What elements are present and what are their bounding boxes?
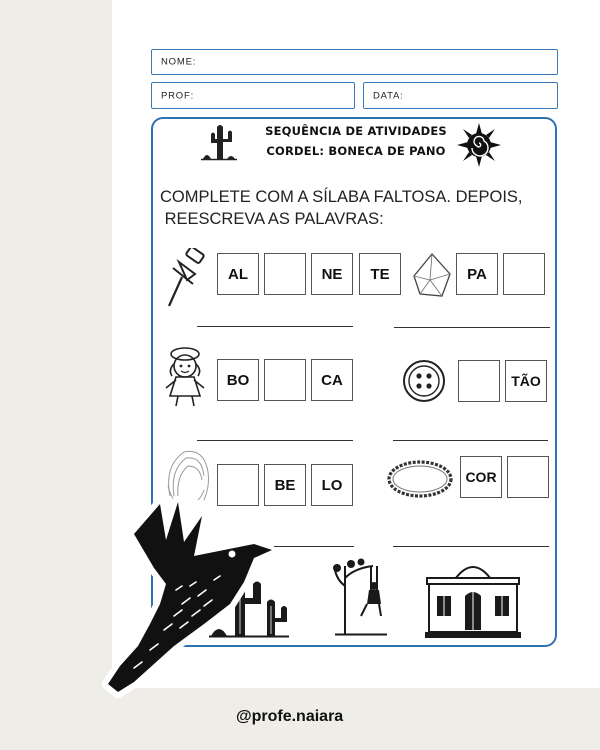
answer-line[interactable] [197,440,353,441]
instruction-line-1: COMPLETE COM A SÍLABA FALTOSA. DEPOIS, [160,188,523,206]
answer-line[interactable] [197,326,353,327]
syllable-blank-box[interactable] [264,359,306,401]
syllable-box: PA [456,253,498,295]
title-line-2: CORDEL: BONECA DE PANO [266,144,446,158]
girl-on-swing-illustration [331,556,391,636]
syllable-blank-box[interactable] [503,253,545,295]
syllable-blank-box[interactable] [264,253,306,295]
rope-icon [386,458,454,500]
syllable-box: CA [311,359,353,401]
syllable-box: COR [460,456,502,498]
answer-line[interactable] [394,327,550,328]
cactus-icon [201,121,237,161]
title-line-1: SEQUÊNCIA DE ATIVIDADES [265,124,447,138]
syllable-box: BO [217,359,259,401]
syllable-box: NE [311,253,353,295]
teacher-field[interactable] [151,82,355,109]
answer-line[interactable] [393,440,548,441]
author-handle: @profe.naiara [236,708,344,725]
bird-illustration [94,486,274,698]
name-label: NOME: [161,56,197,68]
syllable-box: TÃO [505,360,547,402]
date-label: DATA: [373,90,404,101]
answer-line[interactable] [393,546,549,547]
instruction-text [160,186,540,230]
handkerchief-icon [408,250,454,300]
syllable-blank-box[interactable] [507,456,549,498]
pushpin-icon [165,248,210,310]
syllable-box: BE [264,464,306,506]
answer-line[interactable] [274,546,354,547]
name-field[interactable] [151,49,558,75]
syllable-box: LO [311,464,353,506]
syllable-box: AL [217,253,259,295]
date-field[interactable] [363,82,558,109]
worksheet-title [251,121,461,161]
syllable-box: TE [359,253,401,295]
syllable-blank-box[interactable] [458,360,500,402]
sun-icon [456,122,502,168]
button-icon [401,358,447,404]
teacher-label: PROF: [161,90,195,101]
rag-doll-icon [160,344,210,410]
house-illustration [423,552,523,640]
instruction-line-2: REESCREVA AS PALAVRAS: [160,210,384,228]
